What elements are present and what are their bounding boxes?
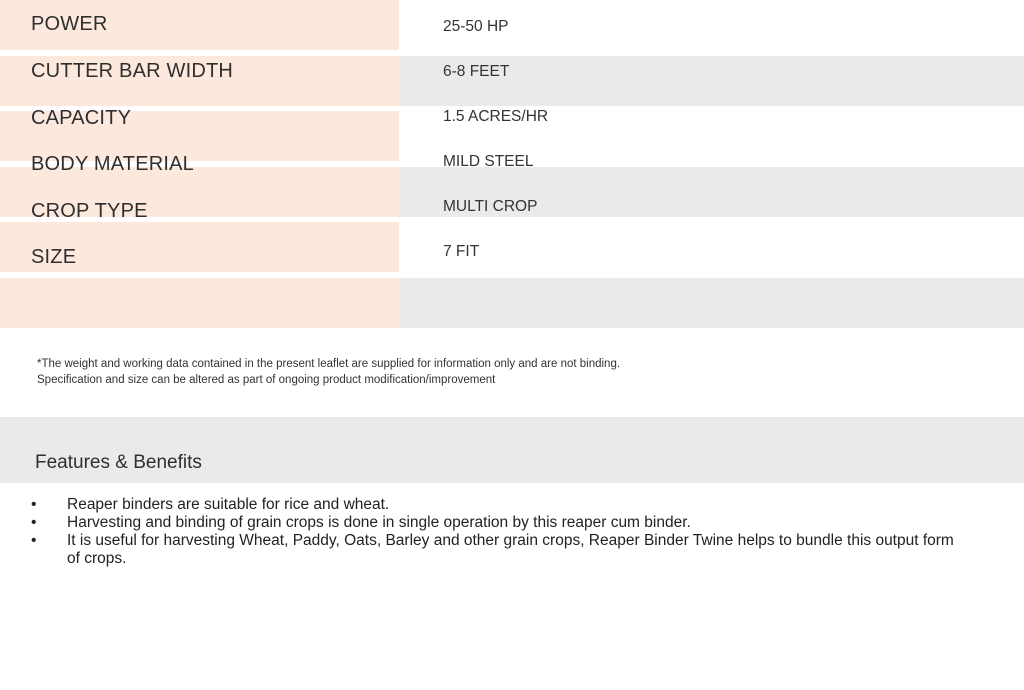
spec-label-capacity: CAPACITY [31,107,132,129]
spec-value-body-material: MILD STEEL [443,153,534,170]
label-band [0,278,399,328]
list-item [31,532,961,568]
spec-value-cutter-bar-width: 6-8 FEET [443,63,510,80]
bullet-icon: • [31,496,37,513]
disclaimer-line: *The weight and working data contained in the present leaflet are supplied for information only and are not binding. [37,358,621,370]
spec-value-crop-type: MULTI CROP [443,198,538,215]
feature-text: It is useful for harvesting Wheat, Paddy, Oats, Barley and other grain crops, Reaper Binder Twine helps to bundle this output form of crops. [67,532,954,567]
spec-label-crop-type: CROP TYPE [31,200,148,222]
list-item [31,514,961,532]
feature-text: Reaper binders are suitable for rice and wheat. [67,496,390,513]
features-list [31,496,961,568]
features-title: Features & Benefits [35,452,202,473]
spec-label-cutter-bar-width: CUTTER BAR WIDTH [31,60,234,82]
bullet-icon: • [31,532,37,549]
spec-value-size: 7 FIT [443,243,480,260]
spec-label-body-material: BODY MATERIAL [31,153,195,175]
list-item [31,496,961,514]
spec-label-power: POWER [31,13,108,35]
spec-table [0,0,1024,328]
spec-value-power: 25-50 HP [443,18,509,35]
disclaimer [37,356,620,388]
bullet-icon: • [31,514,37,531]
spec-value-capacity: 1.5 ACRES/HR [443,108,549,125]
disclaimer-line: Specification and size can be altered as part of ongoing product modification/improvement [37,374,496,386]
spec-label-size: SIZE [31,246,77,268]
feature-text: Harvesting and binding of grain crops is done in single operation by this reaper cum binder. [67,514,691,531]
value-band [399,278,1024,328]
